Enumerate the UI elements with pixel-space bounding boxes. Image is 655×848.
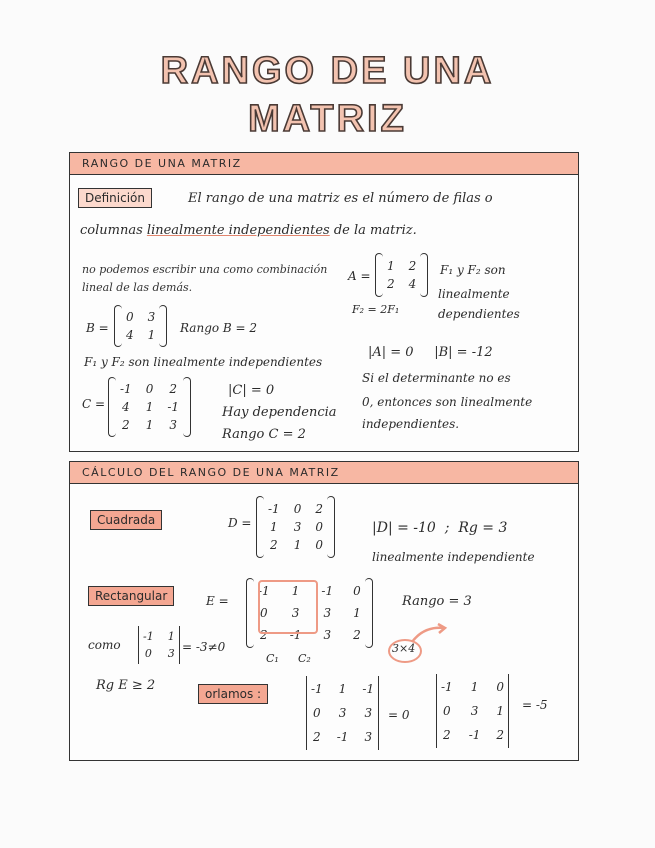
- matrix-entry: -1: [362, 682, 375, 696]
- bordered-determinant-1: [306, 676, 379, 750]
- matrix-entry: 1: [496, 704, 505, 718]
- matrix-entry: -1: [311, 682, 323, 696]
- rectangular-tag: Rectangular: [88, 586, 174, 606]
- matrix-entry: 3: [338, 706, 347, 720]
- matrix-entry: 2: [169, 382, 178, 396]
- matrix-entry: 3: [323, 628, 332, 642]
- matrix-label-d: D =: [228, 516, 252, 530]
- determinant-note: independientes.: [362, 417, 460, 431]
- matrix-entry: 1: [167, 630, 175, 643]
- minor-highlight: [258, 580, 318, 634]
- definition-tag: Definición: [78, 188, 152, 208]
- matrix-entry: 1: [145, 400, 154, 414]
- matrix-entry: 1: [338, 682, 347, 696]
- matrix-label-c: C =: [82, 397, 106, 411]
- size-e: 3×4: [392, 642, 416, 655]
- orlamos-tag: orlamos :: [198, 684, 268, 704]
- note-line: no podemos escribir una como combinación: [82, 263, 328, 276]
- rank-inequality: Rg E ≥ 2: [96, 678, 156, 693]
- matrix-entry: 2: [260, 628, 268, 642]
- matrix-entry: 0: [144, 647, 152, 660]
- matrix-entry: 1: [293, 538, 302, 552]
- matrix-entry: 3: [293, 520, 302, 534]
- matrix-entry: 2: [353, 628, 361, 642]
- matrix-entry: 1: [291, 584, 300, 598]
- matrix-entry: 3: [167, 647, 175, 660]
- rank-e: Rango = 3: [402, 594, 472, 609]
- matrix-entry: 2: [313, 730, 321, 744]
- minor-determinant: [138, 626, 180, 664]
- note-line: lineal de las demás.: [82, 281, 193, 294]
- det-c: |C| = 0: [228, 383, 275, 398]
- matrix-entry: 3: [323, 606, 332, 620]
- matrix-entry: -1: [289, 628, 302, 642]
- determinant-note: 0, entonces son linealmente: [362, 395, 533, 409]
- matrix-label-a: A =: [348, 269, 371, 283]
- bordered-determinant-2: [436, 674, 509, 748]
- square-tag: Cuadrada: [90, 510, 162, 530]
- det-d: |D| = -10 ; Rg = 3: [372, 520, 508, 536]
- matrix-a: [375, 253, 428, 297]
- rank-b: Rango B = 2: [180, 321, 258, 335]
- matrix-entry: -1: [120, 382, 132, 396]
- determinant-note: Si el determinante no es: [362, 371, 511, 385]
- section-rango: [69, 152, 579, 452]
- matrix-b: [114, 305, 167, 347]
- matrix-entry: 2: [270, 538, 278, 552]
- matrix-entry: -1: [441, 680, 453, 694]
- matrix-entry: 3: [364, 706, 373, 720]
- row-relation: F₂ = 2F₁: [352, 303, 400, 316]
- column-label-c1: C₁: [266, 652, 279, 665]
- matrix-entry: 3: [470, 704, 479, 718]
- definition-text: El rango de una matriz es el número de filas o: [188, 191, 493, 206]
- matrix-entry: 1: [353, 606, 361, 620]
- matrix-entry: 3: [291, 606, 300, 620]
- matrix-entry: -1: [258, 584, 270, 598]
- matrix-entry: 1: [470, 680, 479, 694]
- section-header: RANGO DE UNA MATRIZ: [70, 153, 578, 175]
- matrix-entry: 1: [145, 418, 154, 432]
- matrix-entry: 0: [313, 706, 321, 720]
- matrix-entry: 4: [408, 277, 417, 291]
- matrix-entry: 2: [496, 728, 505, 742]
- highlighted-term: linealmente independientes: [146, 223, 330, 238]
- matrix-entry: 2: [122, 418, 130, 432]
- section-header: CÁLCULO DEL RANGO DE UNA MATRIZ: [70, 462, 578, 484]
- matrix-a-note: linealmente: [438, 287, 510, 301]
- page-title-line1: RANGO DE UNA: [160, 50, 495, 92]
- matrix-entry: -1: [468, 728, 481, 742]
- independence-text: F₁ y F₂ son linealmente independientes: [84, 355, 323, 369]
- matrix-entry: 3: [364, 730, 373, 744]
- bordered-value-1: = 0: [388, 708, 410, 722]
- matrix-entry: 2: [387, 277, 395, 291]
- matrix-entry: 0: [496, 680, 505, 694]
- matrix-entry: 0: [145, 382, 154, 396]
- matrix-entry: 0: [443, 704, 451, 718]
- rank-c: Rango C = 2: [222, 427, 306, 442]
- definition-text-2: columnas linealmente independientes de la matriz.: [80, 223, 417, 238]
- matrix-entry: 0: [315, 520, 323, 534]
- como-label: como: [88, 638, 121, 652]
- matrix-entry: 1: [147, 328, 156, 342]
- matrix-entry: 4: [126, 328, 134, 342]
- matrix-a-note: F₁ y F₂ son: [440, 263, 506, 277]
- matrix-entry: 0: [315, 538, 323, 552]
- matrix-label-b: B =: [86, 321, 109, 335]
- matrix-d: [256, 496, 335, 558]
- matrix-entry: 3: [169, 418, 178, 432]
- matrix-label-e: E =: [206, 594, 229, 608]
- matrix-entry: 0: [353, 584, 361, 598]
- matrix-entry: 3: [147, 310, 156, 324]
- matrix-entry: 0: [260, 606, 268, 620]
- determinants-text: |A| = 0 |B| = -12: [368, 345, 493, 360]
- matrix-entry: 2: [408, 259, 417, 273]
- matrix-entry: 4: [122, 400, 130, 414]
- matrix-entry: 2: [443, 728, 451, 742]
- matrix-entry: -1: [167, 400, 180, 414]
- dependence-text: Hay dependencia: [222, 405, 337, 420]
- matrix-entry: 2: [315, 502, 323, 516]
- bordered-value-2: = -5: [522, 698, 548, 712]
- independence-note: linealmente independiente: [372, 550, 535, 564]
- section-calculo: [69, 461, 579, 761]
- column-label-c2: C₂: [298, 652, 311, 665]
- arrow-icon: [410, 622, 450, 646]
- matrix-entry: 0: [293, 502, 302, 516]
- matrix-c: [108, 377, 191, 437]
- matrix-entry: -1: [321, 584, 334, 598]
- matrix-entry: 1: [387, 259, 395, 273]
- matrix-entry: 1: [270, 520, 278, 534]
- matrix-entry: -1: [143, 630, 154, 643]
- matrix-a-note: dependientes: [438, 307, 520, 321]
- minor-value: = -3≠0: [182, 640, 226, 654]
- page-title-line2: MATRIZ: [248, 98, 407, 140]
- matrix-entry: -1: [336, 730, 349, 744]
- matrix-entry: 0: [126, 310, 134, 324]
- matrix-entry: -1: [268, 502, 280, 516]
